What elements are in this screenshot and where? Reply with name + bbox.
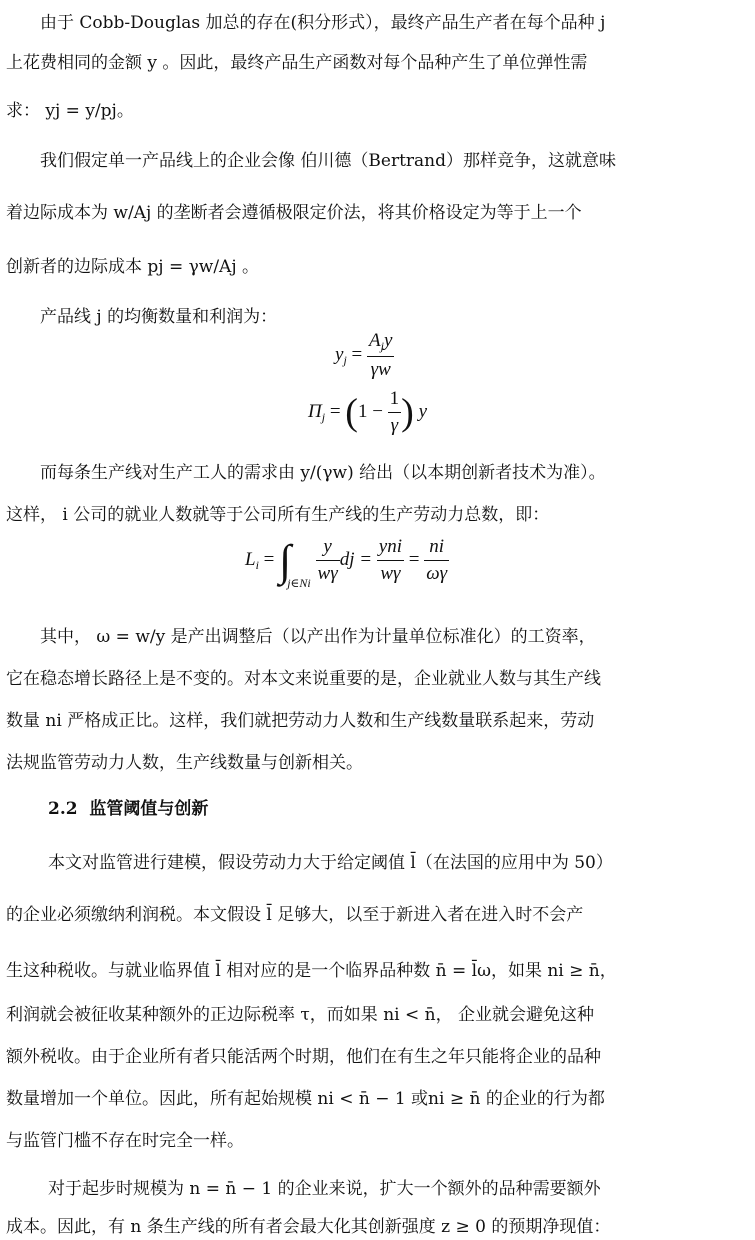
eq1-num-sub: j [380, 339, 384, 353]
paragraph-6-line-5: 额外税收。由于企业所有者只能活两个时期，他们在有生之年只能将企业的品种 [6, 1047, 601, 1067]
eq2-den: γ [390, 415, 399, 436]
eq3-f3-num: ni [424, 536, 449, 561]
paragraph-5-line-2: 它在稳态增长路径上是不变的。对本文来说重要的是，企业就业人数与其生产线 [6, 669, 601, 689]
eq3-f2-den: wγ [380, 563, 401, 584]
paragraph-3-line-1: 产品线 j 的均衡数量和利润为： [40, 307, 278, 327]
section-heading [48, 794, 208, 819]
eq3-dj: dj = [339, 548, 373, 570]
eq2-close-paren: ) [401, 391, 414, 434]
equation-employment: $L_i = \int_{j\in Ni}$ $\frac{y}{w\gamma}$ dj = $\frac{\text{yni}}{w\gamma}$ = $\frac{ni}{\omega\gamma}$ [245, 536, 448, 590]
paragraph-5-line-3: 数量 ni 严格成正比。这样，我们就把劳动力人数和生产线数量联系起来，劳动 [6, 711, 595, 731]
paragraph-6-line-6: 数量增加一个单位。因此，所有起始规模 ni < n̄ − 1 或ni ≥ n̄ 的企业的行为都 [6, 1089, 605, 1109]
eq2-open-paren: ( [345, 391, 358, 434]
eq2-fraction [388, 388, 402, 437]
eq3-equals: = [408, 548, 420, 570]
eq3-fraction-2 [377, 536, 404, 585]
eq3-f3-den: ωγ [426, 563, 448, 584]
section-number: 2.2 [48, 799, 78, 819]
eq1-num: A [369, 330, 381, 351]
paragraph-5-line-4: 法规监管劳动力人数，生产线数量与创新相关。 [6, 753, 363, 773]
paragraph-6-line-4: 利润就会被征收某种额外的正边际税率 τ，而如果 ni < n̄， 企业就会避免这种 [6, 1005, 595, 1025]
eq1-num-tail: y [383, 330, 393, 351]
paragraph-7-line-2: 成本。因此，有 n 条生产线的所有者会最大化其创新强度 z ≥ 0 的预期净现值： [6, 1217, 611, 1237]
integral-symbol: ∫ [279, 536, 292, 585]
paragraph-7-line-1: 对于起步时规模为 n = n̄ − 1 的企业来说，扩大一个额外的品种需要额外 [48, 1179, 601, 1199]
paragraph-4-line-1: 而每条生产线对生产工人的需求由 y/(γw) 给出（以本期创新者技术为准）。 [40, 463, 606, 483]
eq3-f1-den: wγ [317, 563, 338, 584]
eq2-lhs: Π [308, 400, 322, 422]
paragraph-1-line-1: 由于 Cobb-Douglas 加总的存在(积分形式），最终产品生产者在每个品种 j [40, 13, 606, 33]
paragraph-2-line-3: 创新者的边际成本 pj = γw/Aj 。 [6, 257, 259, 277]
paragraph-2-line-2: 着边际成本为 w/Aj 的垄断者会遵循极限定价法，将其价格设定为等于上一个 [6, 203, 582, 223]
paragraph-6-line-1: 本文对监管进行建模，假设劳动力大于给定阈值 l̄（在法国的应用中为 50） [48, 853, 613, 873]
eq1-lhs-sub: j [343, 352, 347, 367]
eq2-one-minus: 1 − [357, 400, 383, 422]
eq2-tail: y [418, 400, 428, 422]
paragraph-1-line-2: 上花费相同的金额 y 。因此，最终产品生产函数对每个品种产生了单位弹性需 [6, 53, 588, 73]
eq2-lhs-sub: j [321, 409, 326, 424]
eq1-fraction [367, 330, 394, 381]
section-title: 监管阈值与创新 [89, 799, 209, 819]
eq3-fraction-1 [316, 536, 340, 585]
paragraph-6-line-7: 与监管门槛不存在时完全一样。 [6, 1131, 244, 1151]
eq1-lhs: y [335, 343, 344, 365]
integral-subscript: j∈Ni [287, 575, 311, 590]
paragraph-5-line-1: 其中， ω = w/y 是产出调整后（以产出作为计量单位标准化）的工资率， [40, 627, 596, 647]
paragraph-6-line-3: 生这种税收。与就业临界值 l̄ 相对应的是一个临界品种数 n̄ = l̄ω，如果 ni ≥ n̄， [6, 961, 617, 981]
equation-quantity: $y_j$ = $\frac{A_jy}{\gamma w}$ [335, 330, 393, 380]
eq1-den: γw [370, 359, 391, 380]
paragraph-4-line-2: 这样， i 公司的就业人数就等于公司所有生产线的生产劳动力总数，即： [6, 505, 550, 525]
eq2-num: 1 [388, 388, 402, 413]
paragraph-2-line-1: 我们假定单一产品线上的企业会像 伯川德（Bertrand）那样竞争，这就意味 [40, 151, 617, 171]
eq3-fraction-3 [424, 536, 449, 585]
eq3-lhs-sub: i [255, 557, 259, 572]
eq3-lhs: L [245, 548, 256, 570]
paragraph-1-line-3: 求： yj = y/pj。 [6, 101, 134, 121]
eq3-f2-num: yni [377, 536, 404, 561]
eq3-f1-num: y [316, 536, 340, 561]
equation-profit: $\Pi_j = (1$ − $\frac{1}{\gamma}$ ) y [308, 388, 428, 436]
paragraph-6-line-2: 的企业必须缴纳利润税。本文假设 l̄ 足够大，以至于新进入者在进入时不会产 [6, 905, 584, 925]
